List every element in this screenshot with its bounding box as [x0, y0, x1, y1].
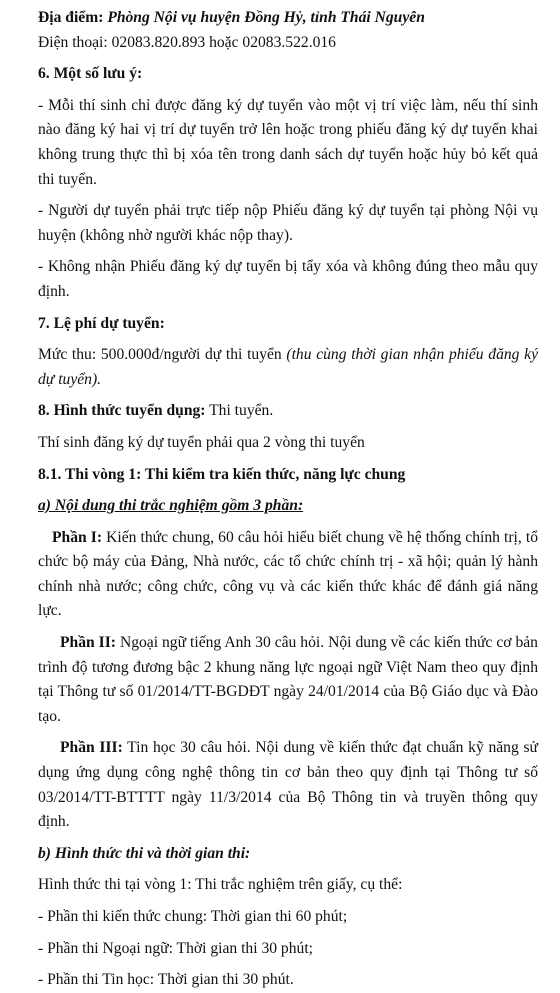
location-value: Phòng Nội vụ huyện Đồng Hỷ, tỉnh Thái Nguyên [107, 9, 425, 26]
section-8-heading: 8. Hình thức tuyển dụng: [38, 402, 206, 420]
fee-amount: Mức thu: 500.000đ/người dự thi tuyển [38, 346, 287, 364]
exam-part-text: Kiến thức chung, 60 câu hỏi hiểu biết chung về hệ thống chính trị, tổ chức bộ máy của Đảng, Nhà nước, các tổ chức chính trị - xã hội; quản lý hành chính nhà nước; công chức, công vụ và các kiến thức khác để đánh giá năng lực. [38, 528, 538, 620]
location-line [38, 6, 538, 31]
location-label: Địa điểm: [38, 9, 104, 26]
exam-part-text: Tin học 30 câu hỏi. Nội dung về kiến thức đạt chuẩn kỹ năng sử dụng ứng dụng công nghệ thông tin cơ bản theo quy định tại Thông tư số 03/2014/TT-BTTTT ngày 11/3/2014 của Bộ Thông tin và truyền thông quy định. [38, 739, 538, 831]
phone-line: Điện thoại: 02083.820.893 hoặc 02083.522.016 [38, 33, 336, 51]
section-7-heading: 7. Lệ phí dự tuyển: [38, 314, 165, 332]
exam-form: Hình thức thi tại vòng 1: Thi trắc nghiệm trên giấy, cụ thể: [38, 876, 403, 894]
exam-part-text: Ngoại ngữ tiếng Anh 30 câu hỏi. Nội dung về các kiến thức cơ bản trình độ tương đương bậc 2 khung năng lực ngoại ngữ Việt Nam theo quy định tại Thông tư số 01/2014/TT-BGDĐT ngày 24/01/2014 của Bộ Giáo dục và Đào tạo. [38, 634, 538, 725]
exam-part-label: Phần III: [60, 739, 123, 757]
note-item: - Người dự tuyển phải trực tiếp nộp Phiếu đăng ký dự tuyển tại phòng Nội vụ huyện (không nhờ người khác nộp thay). [38, 202, 538, 244]
exam-part [38, 526, 538, 624]
exam-duration: - Phần thi Tin học: Thời gian thi 30 phút. [38, 971, 294, 989]
section-8-heading-line [38, 399, 538, 424]
fee-line [38, 343, 538, 392]
exam-part-label: Phần II: [60, 634, 116, 652]
section-8-intro: Thí sinh đăng ký dự tuyển phải qua 2 vòng thi tuyển [38, 433, 365, 451]
exam-part-label: Phần I: [52, 528, 103, 546]
note-item: - Mỗi thí sinh chỉ được đăng ký dự tuyển vào một vị trí việc làm, nếu thí sinh nào đăng ký hai vị trí dự tuyển trở lên hoặc trong phiếu đăng ký dự tuyển khai không trung thực thì bị xóa tên trong danh sách dự tuyển hoặc hủy bỏ kết quả thi tuyển. [38, 96, 538, 188]
exam-part [38, 631, 538, 729]
round-1-heading: 8.1. Thi vòng 1: Thi kiểm tra kiến thức, năng lực chung [38, 465, 406, 483]
section-6-heading: 6. Một số lưu ý: [38, 65, 143, 83]
exam-duration: - Phần thi Ngoại ngữ: Thời gian thi 30 phút; [38, 939, 313, 957]
subsection-b-heading: b) Hình thức thi và thời gian thi: [38, 844, 251, 862]
subsection-a-heading: a) Nội dung thi trắc nghiệm gồm 3 phần: [38, 497, 304, 515]
note-item: - Không nhận Phiếu đăng ký dự tuyển bị tẩy xóa và không đúng theo mẫu quy định. [38, 258, 538, 300]
exam-part [38, 736, 538, 834]
section-8-heading-value: Thi tuyển. [205, 402, 274, 420]
fee-note: (thu cùng thời gian nhận phiếu đăng ký dự tuyển). [38, 346, 538, 388]
exam-duration: - Phần thi kiến thức chung: Thời gian thi 60 phút; [38, 908, 348, 925]
